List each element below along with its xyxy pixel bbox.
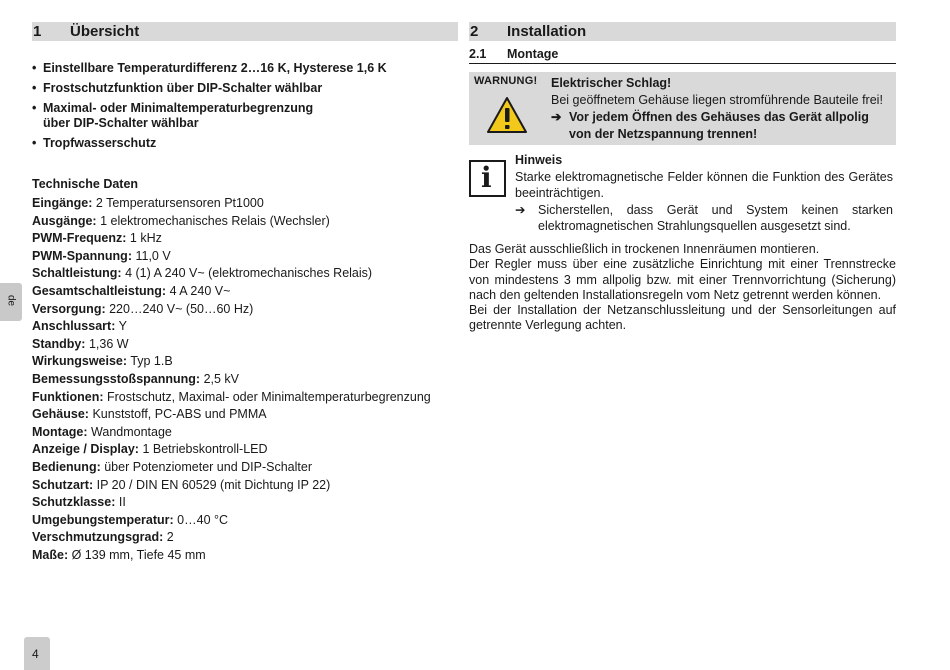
tech-data-label: Ausgänge: <box>32 213 97 228</box>
note-body: Starke elektromagnetische Felder können die Funktion des Gerätes beeinträchtigen. <box>515 169 893 200</box>
tech-data-value: 0…40 °C <box>177 512 229 527</box>
tech-data-label: Anzeige / Display: <box>32 442 139 457</box>
tech-data-value: 2,5 kV <box>203 371 239 386</box>
note-box <box>469 152 896 234</box>
tech-data-label: Bemessungsstoßspannung: <box>32 371 201 386</box>
note-action-text: Sicherstellen, dass Gerät und System keinen starken elektromagnetischen Strahlungsquellen ausgesetzt sind. <box>538 202 893 233</box>
warning-box <box>469 72 896 145</box>
tech-data-value: IP 20 / DIN EN 60529 (mit Dichtung IP 22) <box>96 477 331 492</box>
note-title: Hinweis <box>515 153 563 167</box>
tech-data-label: Umgebungstemperatur: <box>32 512 174 527</box>
tech-data-row <box>32 353 458 371</box>
warning-action-line: Vor jedem Öffnen des Gehäuses das Gerät allpolig <box>569 110 869 124</box>
subsection-number: 2.1 <box>469 47 487 61</box>
tech-data-row <box>32 441 458 459</box>
tech-data-label: PWM-Spannung: <box>32 248 132 263</box>
subsection-header <box>469 47 896 64</box>
tech-data-value: 1 elektromechanisches Relais (Wechsler) <box>100 213 330 228</box>
tech-data-value: 11,0 V <box>135 248 171 263</box>
info-icon: i <box>469 160 506 197</box>
language-tab <box>0 283 22 321</box>
tech-data-label: Verschmutzungsgrad: <box>32 530 164 545</box>
section-title: Übersicht <box>70 23 140 40</box>
tech-data-label: Schutzklasse: <box>32 495 116 510</box>
arrow-right-icon: ➔ <box>515 202 526 217</box>
tech-data-label: Schaltleistung: <box>32 266 122 281</box>
installation-header <box>469 22 896 41</box>
warning-body: Bei geöffnetem Gehäuse liegen stromführende Bauteile frei! <box>551 93 883 107</box>
list-item-line: Maximal- oder Minimaltemperaturbegrenzung <box>43 101 314 115</box>
feature-list <box>32 61 458 151</box>
section-number: 1 <box>33 23 42 40</box>
tech-data-label: Maße: <box>32 547 69 562</box>
arrow-right-icon: ➔ <box>551 110 562 124</box>
tech-data-row <box>32 477 458 495</box>
list-item: • Einstellbare Temperaturdifferenz 2…16 K, Hysterese 1,6 K <box>32 61 458 76</box>
tech-data-label: Gesamtschaltleistung: <box>32 283 167 298</box>
list-item-line: über DIP-Schalter wählbar <box>43 116 199 130</box>
tech-data-value: 1 kHz <box>129 231 162 246</box>
tech-data-value: Typ 1.B <box>130 354 173 369</box>
tech-data-label: Standby: <box>32 336 86 351</box>
tech-data-row <box>32 406 458 424</box>
tech-data-value: 4 (1) A 240 V~ (elektromechanisches Relais) <box>125 266 373 281</box>
tech-data-title: Technische Daten <box>32 177 139 191</box>
warning-triangle-icon <box>486 96 528 134</box>
language-tab-label: de <box>5 294 17 307</box>
tech-data-label: PWM-Frequenz: <box>32 231 127 246</box>
warning-label: WARNUNG! <box>474 75 538 87</box>
tech-data-row <box>32 265 458 283</box>
warning-action-line: von der Netzspannung trennen! <box>569 127 758 141</box>
tech-data-value: 1 Betriebskontroll-LED <box>142 442 268 457</box>
section-title: Installation <box>507 23 587 40</box>
tech-data-label: Bedienung: <box>32 459 101 474</box>
tech-data-row <box>32 336 458 354</box>
tech-data-row <box>32 494 458 512</box>
tech-data-value: Frostschutz, Maximal- oder Minimaltemperaturbegrenzung <box>107 389 431 404</box>
tech-data-label: Gehäuse: <box>32 407 89 422</box>
page-number: 4 <box>24 637 50 670</box>
warning-title: Elektrischer Schlag! <box>551 76 672 90</box>
tech-data-label: Montage: <box>32 424 88 439</box>
tech-data-value: 2 Temperatursensoren Pt1000 <box>95 196 264 210</box>
tech-data-value: 2 <box>166 530 174 545</box>
tech-data-row <box>32 230 458 248</box>
list-item: • Frostschutzfunktion über DIP-Schalter wählbar <box>32 81 458 96</box>
overview-section <box>32 22 458 564</box>
list-item <box>32 101 458 131</box>
tech-data-value: Wandmontage <box>91 424 172 439</box>
tech-data-row <box>32 389 458 407</box>
paragraph: Bei der Installation der Netzanschlussleitung und der Sensorleitungen auf getrennte Verlegung achten. <box>469 303 896 333</box>
installation-section <box>469 22 896 334</box>
tech-data-label: Funktionen: <box>32 389 104 404</box>
tech-data-row <box>32 318 458 336</box>
tech-data-row <box>32 459 458 477</box>
tech-data-row <box>32 424 458 442</box>
tech-data-row <box>32 301 458 319</box>
tech-data-value: Kunststoff, PC-ABS und PMMA <box>92 407 267 422</box>
tech-data-list <box>32 195 458 564</box>
tech-data-row <box>32 512 458 530</box>
tech-data-label: Versorgung: <box>32 301 106 316</box>
list-item: • Tropfwasserschutz <box>32 136 458 151</box>
paragraph: Das Gerät ausschließlich in trockenen Innenräumen montieren. <box>469 242 820 256</box>
tech-data-label: Wirkungsweise: <box>32 354 128 369</box>
overview-header <box>32 22 458 41</box>
installation-text <box>469 242 896 334</box>
tech-data-row <box>32 248 458 266</box>
subsection-title: Montage <box>507 47 559 61</box>
tech-data-value: Y <box>118 319 127 334</box>
tech-data-label: Schutzart: <box>32 477 94 492</box>
note-text <box>515 152 893 235</box>
tech-data-row <box>32 213 458 231</box>
section-number: 2 <box>470 23 479 40</box>
tech-data-value: 4 A 240 V~ <box>169 283 231 298</box>
note-action <box>515 202 893 235</box>
tech-data-value: 220…240 V~ (50…60 Hz) <box>109 301 254 316</box>
tech-data-row <box>32 371 458 389</box>
warning-text <box>551 75 883 143</box>
paragraph: Der Regler muss über eine zusätzliche Einrichtung mit einer Trennstrecke von mindestens 3 mm allpolig bzw. mit einer Trennvorrichtung (Sicherung) nach den geltenden Installationsregeln vom Netz getrennt werden können. <box>469 257 896 302</box>
warning-action <box>551 109 883 143</box>
tech-data-row <box>32 283 458 301</box>
tech-data-row <box>32 529 458 547</box>
tech-data-label: Anschlussart: <box>32 319 116 334</box>
tech-data-value: über Potenziometer und DIP-Schalter <box>104 459 312 474</box>
tech-data-row <box>32 547 458 565</box>
tech-data-label: Eingänge: <box>32 196 93 210</box>
tech-data-value: II <box>118 495 126 510</box>
tech-data-value: 1,36 W <box>88 336 129 351</box>
tech-data-value: Ø 139 mm, Tiefe 45 mm <box>71 547 206 562</box>
tech-data-row <box>32 195 458 213</box>
